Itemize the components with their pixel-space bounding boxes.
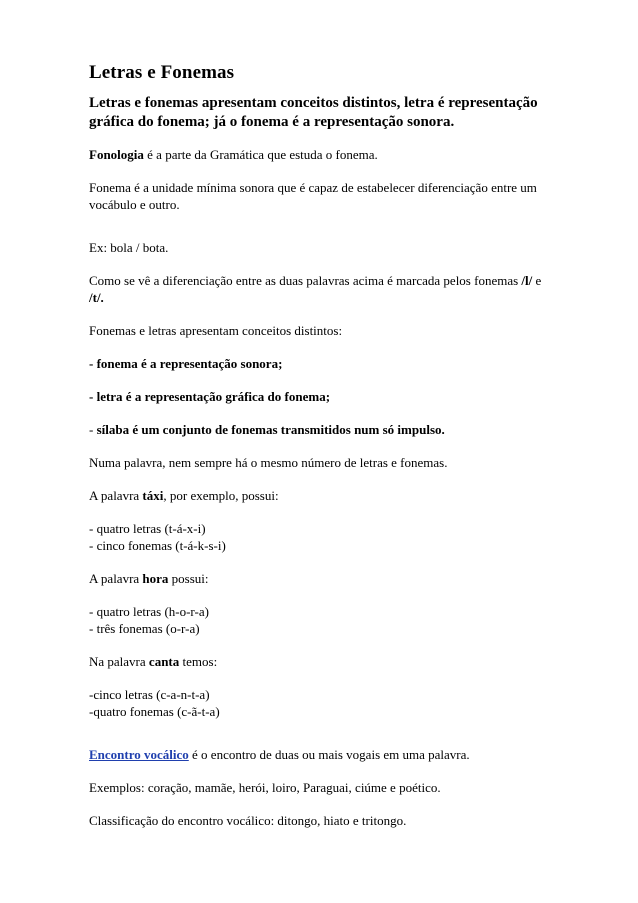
taxi-word: táxi — [142, 488, 164, 503]
definition-letra: - letra é a representação gráfica do fonema; — [89, 389, 331, 404]
differentiation-mid: e — [532, 273, 542, 288]
canta-word: canta — [148, 654, 180, 669]
canta-pre: Na palavra — [89, 654, 149, 669]
lead-paragraph: Letras e fonemas apresentam conceitos distintos, letra é representação gráfica do fonema; já o fonema é a representação sonora. — [89, 95, 538, 130]
definition-silaba — [89, 421, 559, 438]
fonologia-rest: é a parte da Gramática que estuda o fonema. — [143, 147, 378, 162]
canta-list — [89, 686, 559, 720]
list-item: -quatro fonemas (c-ã-t-a) — [89, 704, 220, 719]
encontro-paragraph — [89, 746, 559, 763]
definition-fonema: - fonema é a representação sonora; — [89, 356, 283, 371]
list-item: -cinco letras (c-a-n-t-a) — [89, 687, 210, 702]
example-line: Ex: bola / bota. — [89, 240, 169, 255]
fonologia-paragraph — [89, 146, 559, 163]
taxi-list — [89, 520, 559, 554]
silaba-text: sílaba é um conjunto de fonemas transmitidos num só impulso. — [96, 422, 445, 437]
document-page — [89, 62, 559, 845]
encontro-rest: é o encontro de duas ou mais vogais em uma palavra. — [188, 747, 470, 762]
taxi-pre: A palavra — [89, 488, 143, 503]
canta-post: temos: — [179, 654, 218, 669]
list-item: - quatro letras (h-o-r-a) — [89, 604, 209, 619]
page-title: Letras e Fonemas — [89, 62, 235, 83]
differentiation-paragraph — [89, 272, 559, 306]
list-item: - três fonemas (o-r-a) — [89, 621, 200, 636]
concepts-intro: Fonemas e letras apresentam conceitos distintos: — [89, 323, 343, 338]
phoneme-t: /t/. — [89, 290, 104, 305]
taxi-intro — [89, 487, 559, 504]
hora-pre: A palavra — [89, 571, 143, 586]
hora-post: possui: — [168, 571, 209, 586]
fonologia-term: Fonologia — [89, 147, 144, 162]
classificacao-paragraph: Classificação do encontro vocálico: ditongo, hiato e tritongo. — [89, 813, 407, 828]
hora-intro — [89, 570, 559, 587]
fonema-definition: Fonema é a unidade mínima sonora que é capaz de estabelecer diferenciação entre um vocábulo e outro. — [89, 180, 537, 212]
silaba-dash: - — [89, 422, 97, 437]
encontro-vocalico-link[interactable]: Encontro vocálico — [89, 747, 189, 762]
exemplos-paragraph: Exemplos: coração, mamãe, herói, loiro, Paraguai, ciúme e poético. — [89, 780, 441, 795]
not-same-paragraph: Numa palavra, nem sempre há o mesmo número de letras e fonemas. — [89, 455, 448, 470]
list-item: - quatro letras (t-á-x-i) — [89, 521, 206, 536]
canta-intro — [89, 653, 559, 670]
hora-word: hora — [142, 571, 169, 586]
hora-list — [89, 603, 559, 637]
taxi-post: , por exemplo, possui: — [163, 488, 279, 503]
list-item: - cinco fonemas (t-á-k-s-i) — [89, 538, 226, 553]
phoneme-l: /l/ — [521, 273, 533, 288]
differentiation-text: Como se vê a diferenciação entre as duas palavras acima é marcada pelos fonemas — [89, 273, 522, 288]
